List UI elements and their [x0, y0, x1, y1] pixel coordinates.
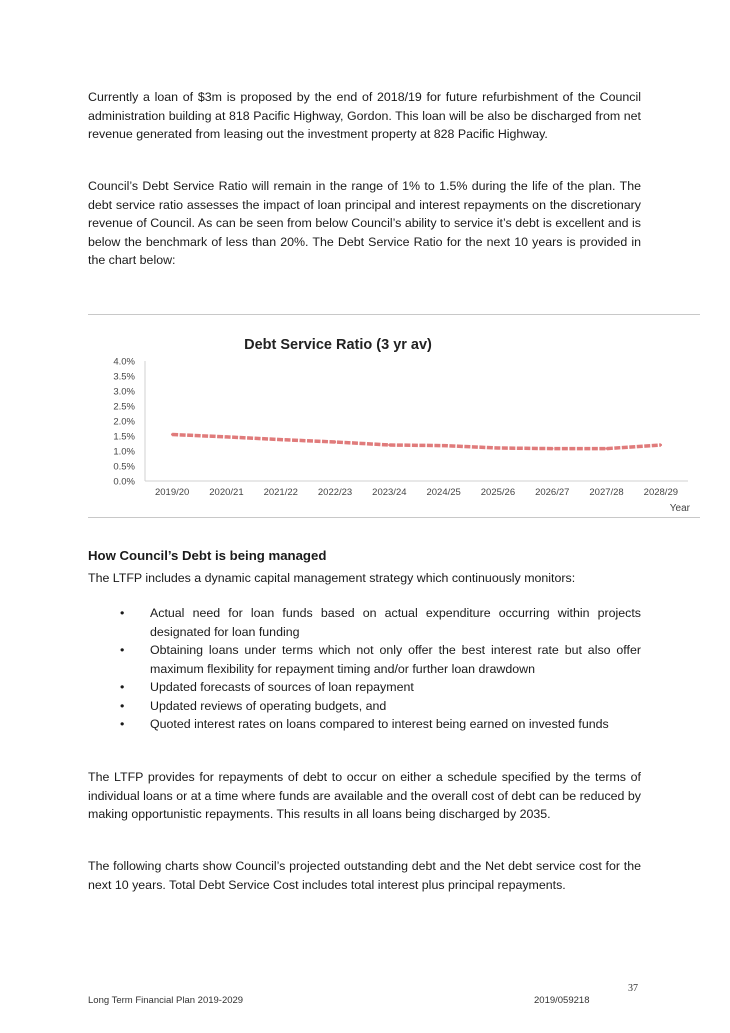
- y-axis: [113, 357, 688, 488]
- chart-series: [171, 433, 662, 450]
- list-item-text: Actual need for loan funds based on actual expenditure occurring within projects designated for loan funding: [150, 606, 641, 639]
- x-tick-label: 2023/24: [372, 487, 407, 498]
- debt-service-ratio-paragraph: Council’s Debt Service Ratio will remain in the range of 1% to 1.5% during the life of the plan. The debt service ratio assesses the impact of loan principal and interest repayments on the discretionary revenue of Council. As can be seen from below Council’s ability to service it’s debt is excellent and is below the benchmark of less than 20%. The Debt Service Ratio for the next 10 years is provided in the chart below:: [88, 179, 641, 267]
- y-tick-label: 3.5%: [113, 371, 135, 383]
- x-tick-label: 2021/22: [263, 487, 298, 498]
- series-line: [172, 435, 661, 449]
- monitoring-bullet-list: [88, 604, 641, 734]
- bullet-icon: •: [120, 680, 125, 694]
- data-point: [605, 447, 607, 449]
- list-item-text: Updated reviews of operating budgets, and: [150, 698, 387, 713]
- x-tick-label: 2022/23: [317, 487, 353, 498]
- following-charts-paragraph: The following charts show Council’s projected outstanding debt and the Net debt service cost for the next 10 years. Total Debt Service Cost includes total interest plus principal repayments.: [88, 859, 641, 892]
- bullet-icon: •: [120, 606, 125, 620]
- y-tick-label: 0.5%: [113, 461, 135, 473]
- x-tick-label: 2027/28: [589, 487, 624, 498]
- x-tick-label: 2019/20: [154, 487, 190, 498]
- y-tick-label: 1.0%: [113, 446, 135, 458]
- data-point: [280, 438, 282, 440]
- chart-canvas: [88, 315, 700, 517]
- chart-title: Debt Service Ratio (3 yr av): [244, 337, 432, 353]
- y-tick-label: 3.0%: [113, 386, 135, 398]
- x-axis: [155, 487, 678, 498]
- bullet-icon: •: [120, 643, 125, 657]
- strategy-intro-paragraph: The LTFP includes a dynamic capital management strategy which continuously monitors:: [88, 571, 576, 585]
- list-item: [88, 678, 641, 697]
- data-point: [225, 436, 227, 438]
- data-point: [497, 447, 499, 449]
- x-tick-label: 2028/29: [643, 487, 679, 498]
- data-point: [171, 433, 173, 435]
- x-tick-label: 2024/25: [426, 487, 461, 498]
- section-heading: How Council’s Debt is being managed: [88, 548, 327, 563]
- data-point: [442, 444, 444, 446]
- data-point: [334, 441, 336, 443]
- list-item: [88, 641, 641, 678]
- list-item: [88, 715, 641, 734]
- page-number: 37: [628, 983, 638, 994]
- data-point: [551, 447, 553, 449]
- x-axis-label: Year: [669, 503, 690, 514]
- x-tick-label: 2025/26: [480, 487, 516, 498]
- bullet-icon: •: [120, 698, 125, 713]
- list-item-text: Quoted interest rates on loans compared to interest being earned on invested funds: [150, 717, 609, 731]
- y-tick-label: 2.5%: [113, 401, 135, 413]
- footer-document-title: Long Term Financial Plan 2019-2029: [88, 995, 244, 1006]
- y-tick-label: 0.0%: [113, 476, 135, 488]
- debt-service-ratio-chart: [88, 314, 700, 518]
- data-point: [660, 444, 662, 446]
- y-tick-label: 4.0%: [113, 356, 135, 368]
- list-item: [88, 604, 641, 641]
- data-point: [388, 444, 390, 446]
- list-item-text: Obtaining loans under terms which not only offer the best interest rate but also offer maximum flexibility for repayment timing and/or further loan drawdown: [150, 643, 641, 676]
- bullet-icon: •: [120, 717, 125, 731]
- y-tick-label: 1.5%: [113, 431, 135, 443]
- list-item: [88, 697, 641, 716]
- intro-paragraph-loan: Currently a loan of $3m is proposed by the end of 2018/19 for future refurbishment of the Council administration building at 818 Pacific Highway, Gordon. This loan will be also be discharged from net revenue generated from leasing out the investment property at 828 Pacific Highway.: [88, 90, 641, 141]
- repayments-paragraph: The LTFP provides for repayments of debt to occur on either a schedule specified by the terms of individual loans or at a time where funds are available and the overall cost of debt can be reduced by making opportunistic repayments. This results in all loans being discharged by 2035.: [88, 770, 641, 821]
- list-item-text: Updated forecasts of sources of loan repayment: [150, 680, 414, 694]
- x-tick-label: 2020/21: [209, 487, 244, 498]
- x-tick-label: 2026/27: [535, 487, 570, 498]
- footer-document-reference: 2019/059218: [534, 995, 590, 1006]
- y-tick-label: 2.0%: [113, 416, 135, 428]
